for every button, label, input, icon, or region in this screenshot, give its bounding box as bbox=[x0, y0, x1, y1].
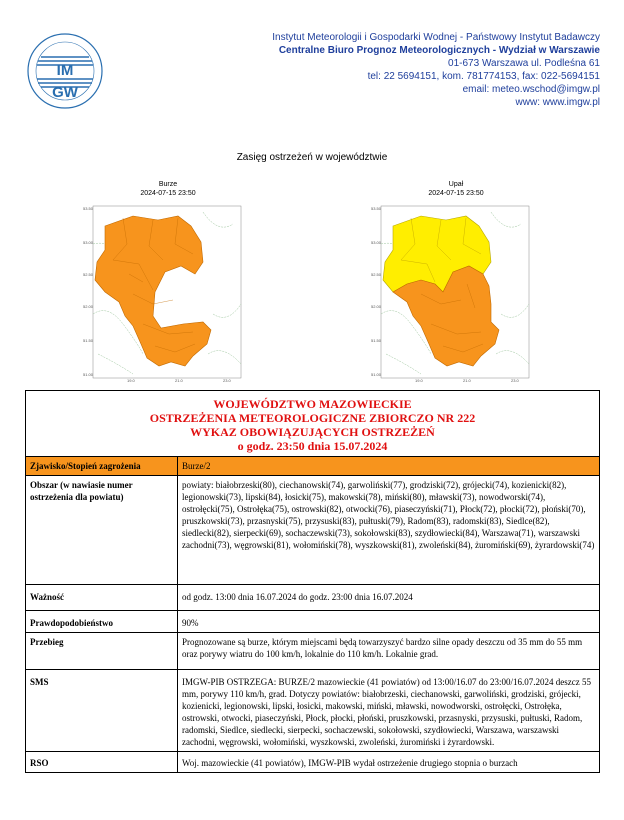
bulletin-voivodeship: WOJEWÓDZTWO MAZOWIECKIE bbox=[213, 397, 412, 411]
burze-lat-0: 53.50 bbox=[83, 206, 94, 211]
map-burze-date: 2024-07-15 23:50 bbox=[140, 190, 196, 197]
map-upal-date: 2024-07-15 23:50 bbox=[428, 190, 484, 197]
row-rso bbox=[26, 752, 600, 773]
institute-header bbox=[170, 31, 600, 109]
row-obszar-label: Obszar (w nawiasie numer ostrzeżenia dla powiatu) bbox=[26, 476, 178, 585]
header-phone: tel: 22 5694151, kom. 781774153, fax: 022-5694151 bbox=[367, 71, 600, 82]
map-burze-title bbox=[78, 180, 258, 198]
burze-lat-3: 52.00 bbox=[83, 304, 94, 309]
map-burze bbox=[83, 204, 243, 382]
bulletin-title bbox=[26, 391, 600, 457]
row-sms-value: IMGW-PIB OSTRZEGA: BURZE/2 mazowieckie (41 powiatów) od 13:00/16.07 do 23:00/16.07.2024 deszcz 55 mm, porywy 110 km/h, grad. Dotyczy powiatów: białobrzeski, ciechanowski, garwoliński, grodziski, grójecki, kozienicki, legionowski, lipski, łosicki, makowski, miński, mławski, nowodworski, ostrołęcki, Ostrołęka, ostrowski, otwocki, piaseczyński, Płock, płocki, płoński, pruszkowski, przasnyski, przysuski, pułtuski, Radom, radomski, Siedlce, siedlecki, sierpecki, sochaczewski, sokołowski, szydłowiecki, Warszawa, warszawski zachodni, węgrowski, wołomiński, wyszkowski, zwoleński, żuromiński i żyrardowski. bbox=[178, 670, 600, 752]
upal-lat-2: 52.50 bbox=[371, 272, 382, 277]
burze-lat-1: 53.00 bbox=[83, 240, 94, 245]
warning-table bbox=[25, 390, 600, 773]
logo-text-top: IM bbox=[56, 62, 74, 79]
header-line-1: Instytut Meteorologii i Gospodarki Wodnej - Państwowy Instytut Badawczy bbox=[272, 32, 600, 43]
bulletin-title-row bbox=[26, 391, 600, 457]
upal-lat-1: 53.00 bbox=[371, 240, 382, 245]
row-prawdopodobienstwo-value: 90% bbox=[178, 611, 600, 633]
burze-lat-5: 51.00 bbox=[83, 372, 94, 377]
logo-text-bottom: GW bbox=[52, 84, 78, 101]
map-upal-title bbox=[366, 180, 546, 198]
burze-lat-4: 51.50 bbox=[83, 338, 94, 343]
row-zjawisko-label: Zjawisko/Stopień zagrożenia bbox=[26, 457, 178, 476]
burze-lat-2: 52.50 bbox=[83, 272, 94, 277]
bulletin-list-title: WYKAZ OBOWIĄZUJĄCYCH OSTRZEŻEŃ bbox=[190, 425, 435, 439]
row-waznosc-label: Ważność bbox=[26, 585, 178, 611]
row-zjawisko-value: Burze/2 bbox=[178, 457, 600, 476]
row-sms-label: SMS bbox=[26, 670, 178, 752]
upal-lat-5: 51.00 bbox=[371, 372, 382, 377]
burze-lon-0: 19.0 bbox=[127, 378, 135, 382]
bulletin-time: o godz. 23:50 dnia 15.07.2024 bbox=[237, 439, 388, 453]
header-line-2: Centralne Biuro Prognoz Meteorologicznych - Wydział w Warszawie bbox=[278, 45, 600, 56]
row-prawdopodobienstwo-label: Prawdopodobieństwo bbox=[26, 611, 178, 633]
bulletin-number: OSTRZEŻENIA METEOROLOGICZNE ZBIORCZO NR 222 bbox=[149, 411, 476, 425]
upal-lon-1: 21.0 bbox=[463, 378, 471, 382]
upal-lon-0: 19.0 bbox=[415, 378, 423, 382]
header-email[interactable]: email: meteo.wschod@imgw.pl bbox=[462, 84, 600, 95]
row-prawdopodobienstwo bbox=[26, 611, 600, 633]
row-zjawisko bbox=[26, 457, 600, 476]
row-rso-value: Woj. mazowieckie (41 powiatów), IMGW-PIB wydał ostrzeżenie drugiego stopnia o burzach bbox=[178, 752, 600, 773]
burze-lon-2: 23.0 bbox=[223, 378, 231, 382]
row-przebieg bbox=[26, 633, 600, 670]
header-www[interactable]: www: www.imgw.pl bbox=[515, 97, 600, 108]
zasieg-title: Zasięg ostrzeżeń w województwie bbox=[236, 152, 388, 163]
imgw-logo bbox=[27, 33, 103, 109]
map-upal-name: Upał bbox=[448, 181, 464, 188]
row-obszar-value: powiaty: białobrzeski(80), ciechanowski(74), garwoliński(77), grodziski(72), grójecki(74), kozienicki(82), legionowski(73), lipski(84), łosicki(75), makowski(78), miński(80), mławski(73), nowodworski(74), ostrołęcki(75), Ostrołęka(75), ostrowski(82), otwocki(76), piaseczyński(71), Płock(72), płocki(72), płoński(70), pruszkowski(73), przasnyski(75), przysuski(83), pułtuski(79), Radom(83), radomski(83), Siedlce(82), siedlecki(82), sierpecki(69), sochaczewski(73), sokołowski(83), szydłowiecki(84), Warszawa(71), warszawski zachodni(73), węgrowski(81), wołomiński(78), wyszkowski(81), zwoleński(84), żuromiński(69), żyrardowski(74) bbox=[178, 476, 600, 585]
row-przebieg-label: Przebieg bbox=[26, 633, 178, 670]
upal-lat-0: 53.50 bbox=[371, 206, 382, 211]
header-address: 01-673 Warszawa ul. Podleśna 61 bbox=[448, 58, 600, 69]
row-obszar bbox=[26, 476, 600, 585]
map-upal bbox=[371, 204, 531, 382]
upal-lat-4: 51.50 bbox=[371, 338, 382, 343]
row-rso-label: RSO bbox=[26, 752, 178, 773]
burze-lon-1: 21.0 bbox=[175, 378, 183, 382]
row-przebieg-value: Prognozowane są burze, którym miejscami będą towarzyszyć bardzo silne opady deszczu od 35 mm do 55 mm oraz porywy wiatru do 100 km/h, lokalnie do 110 km/h. Lokalnie grad. bbox=[178, 633, 600, 670]
upal-lat-3: 52.00 bbox=[371, 304, 382, 309]
row-waznosc-value: od godz. 13:00 dnia 16.07.2024 do godz. 23:00 dnia 16.07.2024 bbox=[178, 585, 600, 611]
row-sms bbox=[26, 670, 600, 752]
map-burze-name: Burze bbox=[158, 181, 178, 188]
row-waznosc bbox=[26, 585, 600, 611]
upal-lon-2: 23.0 bbox=[511, 378, 519, 382]
